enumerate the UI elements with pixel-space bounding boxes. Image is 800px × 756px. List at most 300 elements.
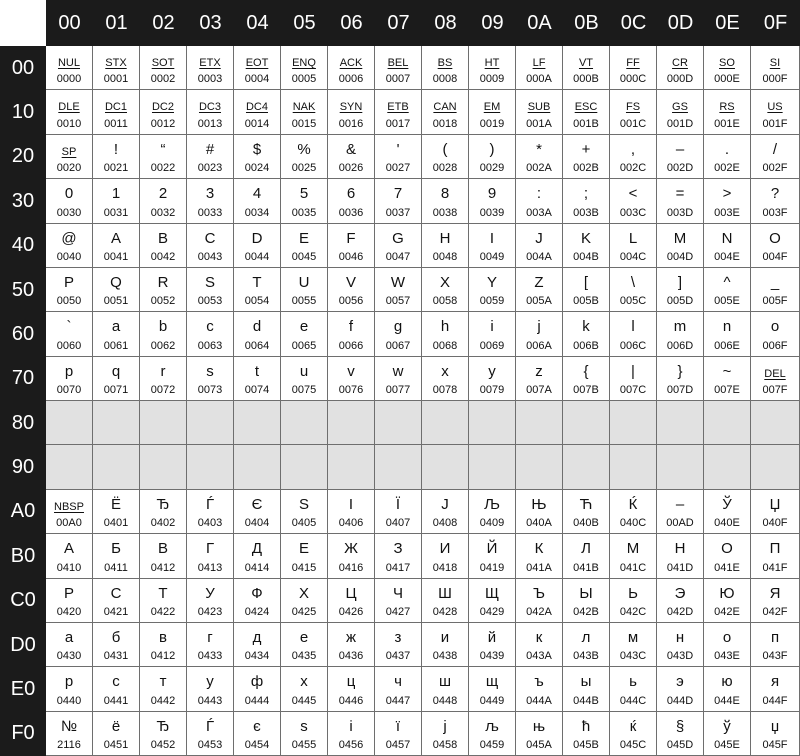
character-glyph: Ћ [579, 495, 593, 513]
character-glyph: о [722, 628, 732, 646]
code-cell [516, 667, 563, 711]
code-point-label: 041E [714, 561, 740, 574]
code-point-label: 0452 [150, 739, 176, 751]
code-point-label: 0026 [338, 162, 364, 175]
code-cell [187, 46, 234, 90]
code-point-label: 045C [619, 739, 647, 751]
code-point-label: 041D [666, 561, 694, 574]
code-point-label: 0426 [338, 605, 364, 618]
character-glyph: i [490, 318, 494, 336]
code-point-label: 0011 [104, 117, 128, 130]
character-glyph: И [439, 540, 451, 558]
character-glyph: Q [110, 273, 122, 291]
code-cell [704, 268, 751, 312]
code-cell [563, 357, 610, 401]
code-point-label: 003F [762, 206, 788, 219]
character-glyph: A [110, 229, 121, 247]
character-glyph: у [206, 673, 214, 691]
code-cell [328, 135, 375, 179]
code-cell [93, 135, 140, 179]
character-glyph: њ [532, 717, 546, 735]
character-glyph: l [631, 318, 635, 336]
character-glyph: EOT [245, 57, 269, 69]
code-point-label: 0437 [385, 650, 411, 663]
code-point-label: 004A [526, 250, 552, 263]
empty-cell [469, 401, 516, 445]
code-point-label: 0414 [244, 561, 270, 574]
code-cell [751, 534, 800, 578]
empty-cell [657, 445, 704, 489]
character-glyph: p [64, 362, 74, 380]
character-glyph: Ќ [628, 495, 638, 513]
character-glyph: е [299, 628, 309, 646]
row-header: D0 [0, 623, 46, 667]
row-header: 10 [0, 90, 46, 134]
code-cell [751, 490, 800, 534]
character-glyph: щ [485, 673, 499, 691]
code-cell [657, 46, 704, 90]
character-glyph: Л [581, 540, 591, 558]
code-cell [234, 534, 281, 578]
character-glyph: FF [626, 57, 640, 69]
character-glyph: Џ [769, 495, 781, 513]
character-glyph: 0 [64, 185, 74, 203]
character-glyph: ) [489, 140, 495, 158]
column-header: 08 [422, 0, 469, 46]
code-point-label: 0454 [244, 739, 270, 751]
code-point-label: 042A [526, 605, 552, 618]
code-point-label: 042E [714, 605, 740, 618]
character-glyph: = [675, 185, 685, 203]
code-point-label: 006E [714, 339, 740, 352]
code-cell [328, 490, 375, 534]
code-point-label: 0430 [56, 650, 82, 663]
character-glyph: Т [158, 584, 168, 602]
character-glyph: Ђ [156, 495, 170, 513]
code-cell [375, 534, 422, 578]
column-header: 01 [93, 0, 140, 46]
code-point-label: 006C [619, 339, 647, 352]
code-point-label: 0405 [291, 517, 317, 530]
character-glyph: Ђ [156, 717, 170, 735]
character-glyph: u [299, 362, 309, 380]
row-header: 80 [0, 401, 46, 445]
character-glyph: s [300, 717, 308, 735]
character-glyph: J [535, 229, 543, 247]
code-point-label: 001F [762, 117, 788, 130]
code-cell [187, 268, 234, 312]
code-cell [751, 46, 800, 90]
code-cell [422, 135, 469, 179]
character-glyph: SP [61, 145, 77, 158]
character-glyph: 8 [440, 185, 450, 203]
code-cell [328, 534, 375, 578]
character-glyph: B [157, 229, 168, 247]
empty-cell [46, 401, 93, 445]
column-header: 02 [140, 0, 187, 46]
character-glyph: Љ [484, 495, 500, 513]
character-glyph: HT [484, 57, 500, 69]
character-glyph: Ї [395, 495, 401, 513]
code-cell [516, 46, 563, 90]
code-point-label: 0045 [291, 250, 317, 263]
character-glyph: ETB [387, 101, 409, 114]
character-glyph: § [675, 717, 685, 735]
code-cell [328, 179, 375, 223]
code-cell [657, 90, 704, 134]
code-cell [187, 490, 234, 534]
code-point-label: 0070 [56, 384, 82, 396]
code-point-label: 0427 [385, 605, 411, 618]
code-cell [422, 179, 469, 223]
code-cell [93, 224, 140, 268]
empty-cell [469, 445, 516, 489]
code-point-label: 007E [714, 384, 740, 396]
code-cell [516, 623, 563, 667]
character-glyph: DC3 [198, 101, 221, 114]
code-point-label: 0001 [103, 73, 129, 86]
character-glyph: Ъ [533, 584, 545, 602]
code-cell [375, 579, 422, 623]
character-glyph: Ц [345, 584, 357, 602]
character-glyph: ш [438, 673, 452, 691]
character-glyph: љ [485, 717, 499, 735]
column-header: 07 [375, 0, 422, 46]
character-glyph: № [60, 717, 78, 735]
code-point-label: 005D [666, 295, 694, 308]
column-header: 0D [657, 0, 704, 46]
code-point-label: 0061 [103, 339, 129, 352]
character-glyph: Z [534, 273, 544, 291]
code-cell [751, 579, 800, 623]
character-glyph: – [675, 495, 685, 513]
character-glyph: d [252, 318, 262, 336]
character-glyph: x [441, 362, 449, 380]
empty-cell [516, 401, 563, 445]
code-cell [281, 534, 328, 578]
code-point-label: 004F [762, 250, 788, 263]
character-glyph: + [581, 140, 591, 158]
code-cell [140, 135, 187, 179]
code-point-label: 002F [762, 162, 788, 175]
code-cell [516, 90, 563, 134]
code-cell [751, 90, 800, 134]
code-point-label: 004E [714, 250, 740, 263]
code-point-label: 0037 [385, 206, 411, 219]
character-glyph: FS [625, 101, 641, 114]
code-cell [140, 224, 187, 268]
character-glyph: DC4 [245, 101, 268, 114]
code-point-label: 001D [666, 117, 694, 130]
character-glyph: f [348, 318, 354, 336]
code-point-label: 001A [526, 117, 552, 130]
code-cell [187, 224, 234, 268]
code-cell [704, 357, 751, 401]
character-glyph: j [443, 717, 447, 735]
character-glyph: э [676, 673, 684, 691]
code-point-label: 0434 [244, 650, 270, 663]
code-cell [610, 579, 657, 623]
code-point-label: 0069 [479, 339, 505, 352]
row-header: A0 [0, 490, 46, 534]
code-cell [469, 623, 516, 667]
character-glyph: # [205, 140, 215, 158]
code-point-label: 0459 [479, 739, 505, 751]
code-cell [187, 312, 234, 356]
character-glyph: RS [719, 101, 735, 114]
character-glyph: ENQ [292, 57, 316, 69]
code-point-label: 0419 [479, 561, 505, 574]
code-point-label: 0443 [197, 694, 223, 707]
code-cell [140, 268, 187, 312]
character-glyph: ю [721, 673, 733, 691]
empty-cell [234, 445, 281, 489]
code-point-label: 003E [714, 206, 740, 219]
code-cell [140, 312, 187, 356]
code-point-label: 001C [619, 117, 647, 130]
code-cell [328, 46, 375, 90]
code-point-label: 0048 [432, 250, 458, 263]
character-glyph: т [159, 673, 167, 691]
code-cell [93, 268, 140, 312]
code-cell [657, 667, 704, 711]
code-cell [751, 312, 800, 356]
code-cell [140, 46, 187, 90]
code-cell [93, 312, 140, 356]
character-glyph: Y [486, 273, 497, 291]
code-cell [469, 312, 516, 356]
character-glyph: VT [578, 57, 594, 69]
character-glyph: П [769, 540, 781, 558]
code-cell [234, 46, 281, 90]
code-point-label: 0028 [432, 162, 458, 175]
character-glyph: NUL [57, 57, 80, 69]
code-point-label: 045D [666, 739, 694, 751]
code-cell [187, 534, 234, 578]
code-cell [328, 712, 375, 756]
code-cell [234, 357, 281, 401]
code-cell [704, 579, 751, 623]
code-point-label: 0008 [432, 73, 458, 86]
code-cell [46, 357, 93, 401]
character-glyph: w [392, 362, 404, 380]
code-cell [375, 312, 422, 356]
column-header: 0B [563, 0, 610, 46]
code-point-label: 041A [526, 561, 552, 574]
code-point-label: 0417 [385, 561, 411, 574]
character-glyph: GS [672, 101, 688, 114]
character-glyph: – [675, 140, 685, 158]
character-glyph: W [390, 273, 406, 291]
code-point-label: 0024 [244, 162, 270, 175]
code-point-label: 0029 [479, 162, 505, 175]
character-glyph: [ [583, 273, 589, 291]
code-point-label: 0000 [56, 73, 82, 86]
code-cell [657, 268, 704, 312]
character-glyph: | [631, 362, 635, 380]
code-point-label: 0409 [479, 517, 505, 530]
code-point-label: 043A [526, 650, 552, 663]
character-glyph: ? [770, 185, 780, 203]
code-point-label: 0050 [56, 295, 82, 308]
character-glyph: к [535, 628, 543, 646]
code-cell [469, 268, 516, 312]
code-cell [704, 224, 751, 268]
empty-cell [375, 445, 422, 489]
code-point-label: 0056 [338, 295, 364, 308]
character-glyph: ё [111, 717, 121, 735]
character-glyph: X [439, 273, 450, 291]
code-cell [328, 579, 375, 623]
character-glyph: б [111, 628, 121, 646]
character-glyph: G [392, 229, 404, 247]
character-glyph: Ѓ [205, 717, 215, 735]
code-cell [93, 357, 140, 401]
code-point-label: 0448 [432, 694, 458, 707]
empty-cell [751, 445, 800, 489]
character-glyph: T [252, 273, 262, 291]
code-point-label: 0025 [291, 162, 317, 175]
character-glyph: & [345, 140, 356, 158]
empty-cell [610, 401, 657, 445]
character-glyph: P [63, 273, 74, 291]
code-cell [704, 623, 751, 667]
code-point-label: 0438 [432, 650, 458, 663]
code-point-label: 0040 [56, 250, 82, 263]
code-point-label: 002C [619, 162, 647, 175]
empty-cell [516, 445, 563, 489]
code-cell [328, 667, 375, 711]
code-cell [46, 623, 93, 667]
code-point-label: 0034 [244, 206, 270, 219]
code-point-label: 0004 [244, 73, 270, 86]
character-glyph: 4 [252, 185, 262, 203]
character-glyph: ћ [581, 717, 591, 735]
code-cell [46, 312, 93, 356]
character-glyph: ! [113, 140, 119, 158]
code-point-label: 042D [666, 605, 694, 618]
code-cell [93, 579, 140, 623]
code-point-label: 0402 [150, 517, 176, 530]
code-point-label: 0431 [103, 650, 129, 663]
code-cell [375, 623, 422, 667]
column-header: 09 [469, 0, 516, 46]
row-header: B0 [0, 534, 46, 578]
code-point-label: 0442 [150, 694, 176, 707]
code-point-label: 0044 [244, 250, 270, 263]
character-glyph: џ [770, 717, 780, 735]
code-point-label: 0446 [338, 694, 364, 707]
row-header: 30 [0, 179, 46, 223]
character-glyph: ` [66, 318, 72, 336]
code-cell [93, 667, 140, 711]
character-glyph: : [536, 185, 542, 203]
code-point-label: 0439 [479, 650, 505, 663]
code-cell [610, 667, 657, 711]
code-cell [704, 712, 751, 756]
code-point-label: 0035 [291, 206, 317, 219]
code-point-label: 0422 [150, 605, 176, 618]
character-glyph: ф [250, 673, 264, 691]
column-header: 0A [516, 0, 563, 46]
code-cell [751, 179, 800, 223]
code-point-label: 004C [619, 250, 647, 263]
code-cell [751, 623, 800, 667]
empty-cell [93, 445, 140, 489]
code-cell [563, 712, 610, 756]
code-cell [187, 357, 234, 401]
code-cell [563, 490, 610, 534]
code-point-label: 0033 [197, 206, 223, 219]
character-glyph: DC2 [151, 101, 174, 114]
code-point-label: 044F [762, 694, 788, 707]
empty-cell [281, 401, 328, 445]
code-point-label: 0005 [291, 73, 317, 86]
code-point-label: 041C [619, 561, 647, 574]
code-cell [375, 357, 422, 401]
code-point-label: 0016 [338, 117, 364, 130]
code-cell [375, 268, 422, 312]
code-cell [140, 179, 187, 223]
column-header: 06 [328, 0, 375, 46]
character-glyph: х [300, 673, 308, 691]
character-glyph: . [724, 140, 730, 158]
code-point-label: 042B [573, 605, 599, 618]
character-glyph: SOT [151, 57, 175, 69]
code-point-label: 044A [526, 694, 552, 707]
character-glyph: M [673, 229, 687, 247]
character-glyph: 2 [158, 185, 168, 203]
code-point-label: 041F [762, 561, 788, 574]
character-glyph: SYN [339, 101, 363, 114]
code-point-label: 005F [762, 295, 788, 308]
code-cell [187, 179, 234, 223]
character-glyph: c [206, 318, 214, 336]
code-point-label: 005A [526, 295, 552, 308]
character-glyph: BS [437, 57, 453, 69]
code-point-label: 0071 [103, 384, 129, 396]
code-cell [46, 712, 93, 756]
character-glyph: Р [63, 584, 74, 602]
column-header: 04 [234, 0, 281, 46]
code-cell [93, 623, 140, 667]
character-glyph: I [489, 229, 495, 247]
character-glyph: b [158, 318, 168, 336]
character-glyph: ' [396, 140, 400, 158]
code-point-label: 0007 [385, 73, 411, 86]
character-glyph: SUB [527, 101, 551, 114]
code-point-label: 044E [714, 694, 740, 707]
empty-cell [140, 401, 187, 445]
character-glyph: К [534, 540, 544, 558]
character-glyph: e [299, 318, 309, 336]
code-point-label: 0435 [291, 650, 317, 663]
character-glyph: н [675, 628, 685, 646]
code-point-label: 043E [714, 650, 740, 663]
code-point-label: 0079 [479, 384, 505, 396]
code-cell [422, 46, 469, 90]
code-point-label: 00AD [666, 517, 694, 530]
character-glyph: S [298, 495, 309, 513]
empty-cell [563, 401, 610, 445]
row-header: 90 [0, 445, 46, 489]
character-glyph: \ [630, 273, 636, 291]
character-glyph: LF [532, 57, 546, 69]
code-point-label: 041B [573, 561, 599, 574]
code-point-label: 040C [619, 517, 647, 530]
code-point-label: 0003 [197, 73, 223, 86]
character-glyph: BEL [387, 57, 409, 69]
